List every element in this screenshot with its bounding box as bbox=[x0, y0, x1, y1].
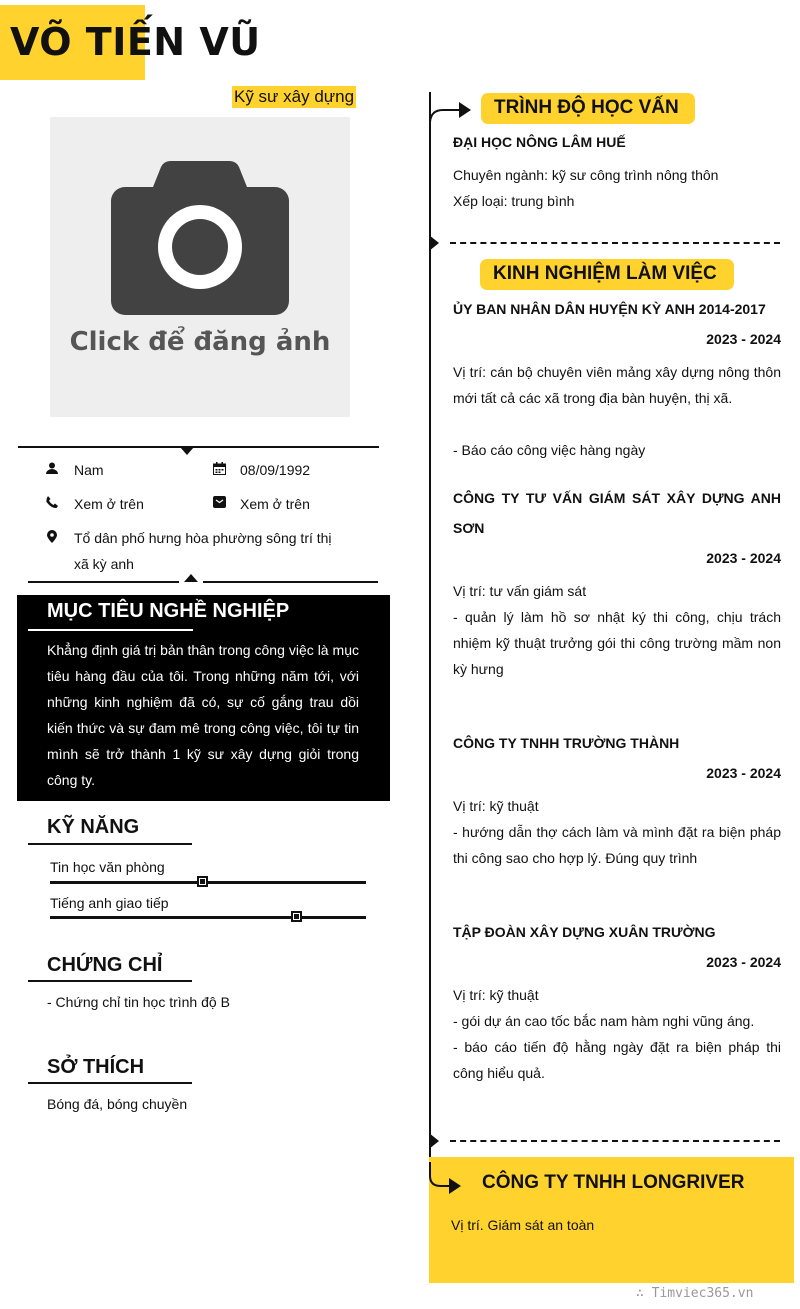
skills-underline bbox=[28, 843, 192, 845]
calendar-icon bbox=[212, 461, 226, 475]
skill-bar bbox=[50, 916, 366, 919]
education-title: TRÌNH ĐỘ HỌC VẤN bbox=[494, 97, 679, 118]
job-description: Vị trí: tư vấn giám sát bbox=[453, 583, 587, 599]
photo-upload[interactable] bbox=[50, 117, 350, 417]
job-company: TẬP ĐOÀN XÂY DỰNG XUÂN TRƯỜNG bbox=[453, 924, 716, 940]
job-description: Vị trí: cán bộ chuyên viên mảng xây dựng nông thôn mới tất cả các xã trong địa bàn huyện, thị xã. bbox=[453, 364, 781, 406]
current-position: Vị trí. Giám sát an toàn bbox=[451, 1217, 595, 1233]
birthday-value: 08/09/1992 bbox=[240, 462, 311, 478]
objective-text: Khẳng định giá trị bản thân trong công việc là mục tiêu hàng đầu của tôi. Trong những năm tới, với những kinh nghiệm đã có, sự cố gắng trau dồi kiến thức và sự đam mê trong công việc, tôi tự tin mình sẽ trở thành 1 kỹ sư xây dựng giỏi trong công ty. bbox=[47, 642, 359, 788]
timeline-line bbox=[429, 92, 431, 1282]
phone-value: Xem ở trên bbox=[74, 496, 144, 512]
experience-title: KINH NGHIỆM LÀM VIỆC bbox=[493, 263, 717, 284]
education-major: Chuyên ngành: kỹ sư công trình nông thôn bbox=[453, 167, 719, 183]
timeline-marker bbox=[429, 235, 439, 251]
timeline-marker bbox=[429, 1133, 439, 1149]
skills-title: KỸ NĂNG bbox=[47, 816, 140, 838]
job-company: CÔNG TY TƯ VẤN GIÁM SÁT XÂY DỰNG ANH SƠN bbox=[453, 490, 781, 536]
job-date: 2023 - 2024 bbox=[706, 954, 781, 970]
skill-bar bbox=[50, 881, 366, 884]
job-company: ỦY BAN NHÂN DÂN HUYỆN KỲ ANH 2014-2017 bbox=[453, 301, 766, 317]
hobbies-text: Bóng đá, bóng chuyền bbox=[47, 1096, 188, 1112]
job-title: Kỹ sư xây dựng bbox=[234, 87, 355, 106]
email-value: Xem ở trên bbox=[240, 496, 310, 512]
section-dashed-divider bbox=[450, 1140, 780, 1142]
address-line-1: Tổ dân phố hưng hòa phường sông trí thị bbox=[74, 530, 332, 546]
skill-label: Tiếng anh giao tiếp bbox=[50, 895, 169, 911]
photo-caption: Click để đăng ảnh bbox=[69, 327, 331, 357]
location-pin-icon bbox=[45, 529, 59, 543]
candidate-name: VÕ TIẾN VŨ bbox=[10, 20, 261, 64]
watermark: ∴ Timviec365.vn bbox=[636, 1286, 754, 1301]
address-line-2: xã kỳ anh bbox=[74, 556, 134, 572]
job-description: Vị trí: kỹ thuật bbox=[453, 798, 539, 814]
contact-divider-top bbox=[18, 446, 379, 448]
phone-icon bbox=[45, 495, 59, 509]
education-grade: Xếp loại: trung bình bbox=[453, 193, 575, 209]
envelope-icon bbox=[212, 495, 226, 509]
user-icon bbox=[45, 461, 59, 475]
job-description: - hướng dẫn thợ cách làm và mình đặt ra biện pháp thi công sao cho hợp lý. Đúng quy trình bbox=[453, 824, 781, 866]
job-date: 2023 - 2024 bbox=[706, 331, 781, 347]
section-dashed-divider bbox=[450, 242, 780, 244]
skill-slider-handle[interactable] bbox=[291, 911, 302, 922]
certificates-title: CHỨNG CHỈ bbox=[47, 954, 163, 976]
job-description: - gói dự án cao tốc bắc nam hàm nghi vũng áng. bbox=[453, 1013, 755, 1029]
school-name: ĐẠI HỌC NÔNG LÂM HUẾ bbox=[453, 134, 626, 150]
contact-divider-bottom-right bbox=[203, 581, 378, 583]
career-objective-section bbox=[17, 595, 390, 801]
certificates-underline bbox=[28, 980, 192, 982]
job-description: - báo cáo tiến độ hằng ngày đặt ra biện pháp thi công hiểu quả. bbox=[453, 1039, 781, 1081]
hobbies-title: SỞ THÍCH bbox=[47, 1056, 145, 1078]
job-description: - Báo cáo công việc hàng ngày bbox=[453, 442, 646, 458]
gender-value: Nam bbox=[74, 462, 104, 478]
job-company: CÔNG TY TNHH TRƯỜNG THÀNH bbox=[453, 735, 680, 751]
job-date: 2023 - 2024 bbox=[706, 765, 781, 781]
current-company: CÔNG TY TNHH LONGRIVER bbox=[482, 1172, 745, 1193]
objective-underline bbox=[28, 629, 193, 631]
objective-title: MỤC TIÊU NGHỀ NGHIỆP bbox=[47, 600, 290, 622]
job-description: Vị trí: kỹ thuật bbox=[453, 987, 539, 1003]
contact-divider-bottom-left bbox=[28, 581, 179, 583]
curved-arrow-icon bbox=[429, 98, 473, 124]
curved-arrow-icon bbox=[429, 1160, 463, 1198]
camera-icon bbox=[110, 161, 290, 317]
divider-arrow-up bbox=[184, 574, 198, 582]
job-description: - quản lý làm hồ sơ nhật ký thi công, chịu trách nhiệm kỹ thuật trưởng gói thi công trường mầm non kỳ hưng bbox=[453, 609, 781, 677]
divider-arrow-down bbox=[180, 447, 194, 455]
hobbies-underline bbox=[28, 1082, 192, 1084]
certificates-text: - Chứng chỉ tin học trình độ B bbox=[47, 994, 230, 1010]
skill-slider-handle[interactable] bbox=[197, 876, 208, 887]
job-date: 2023 - 2024 bbox=[706, 550, 781, 566]
skill-label: Tin học văn phòng bbox=[50, 859, 165, 875]
